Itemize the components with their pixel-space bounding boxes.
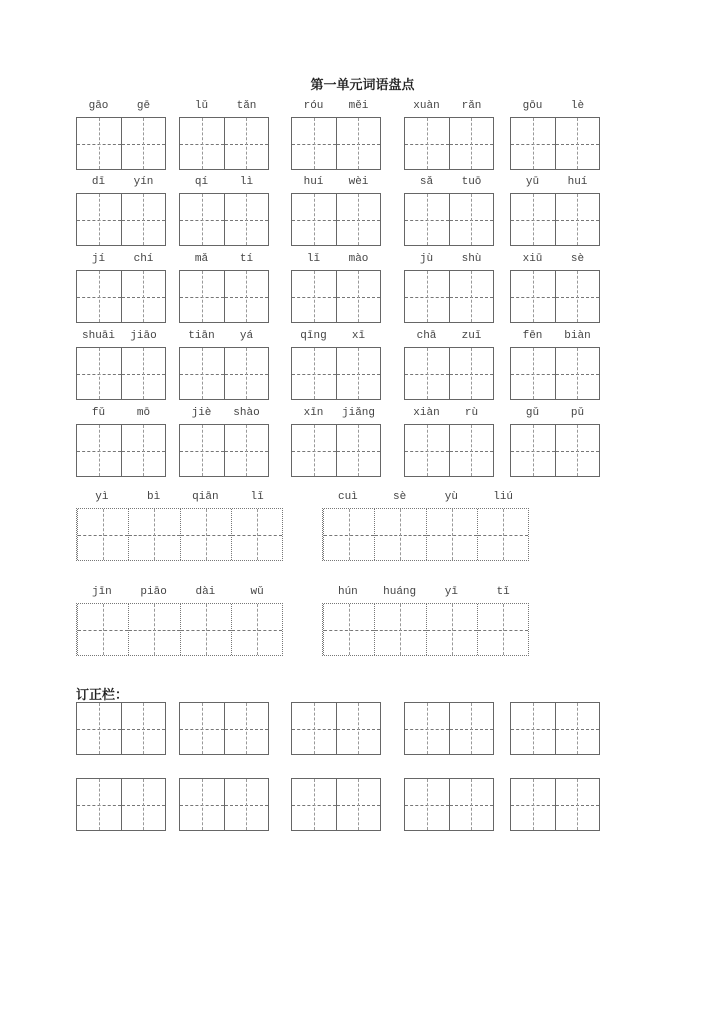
writing-cell[interactable] — [224, 194, 269, 245]
word-box[interactable] — [404, 117, 494, 170]
writing-cell[interactable] — [292, 118, 336, 169]
writing-cell[interactable] — [449, 271, 494, 322]
writing-cell[interactable] — [336, 118, 381, 169]
writing-cell[interactable] — [180, 509, 231, 560]
pinyin-label: rǎn — [461, 100, 482, 112]
writing-cell[interactable] — [77, 425, 121, 476]
writing-cell[interactable] — [180, 703, 224, 754]
pinyin-label: dài — [195, 586, 216, 598]
pinyin-label: jiāo — [130, 330, 157, 342]
word-box[interactable] — [291, 424, 381, 477]
correction-label: 订正栏： — [76, 688, 129, 703]
pinyin-label: biàn — [564, 330, 591, 342]
writing-cell[interactable] — [224, 779, 269, 830]
pinyin-label: cuì — [337, 491, 358, 503]
idiom-box[interactable] — [322, 603, 529, 656]
writing-cell[interactable] — [511, 779, 555, 830]
writing-cell[interactable] — [77, 604, 128, 655]
word-box[interactable] — [510, 117, 600, 170]
writing-cell[interactable] — [426, 509, 477, 560]
pinyin-label: jiè — [191, 407, 212, 419]
pinyin-label: qīng — [300, 330, 327, 342]
word-box[interactable] — [404, 193, 494, 246]
pinyin-label: wèi — [348, 176, 369, 188]
pinyin-label: gōu — [522, 100, 543, 112]
correction-box[interactable] — [179, 778, 269, 831]
word-box[interactable] — [179, 347, 269, 400]
pinyin-label: qiān — [192, 491, 219, 503]
pinyin-label: yù — [444, 491, 458, 503]
writing-cell[interactable] — [77, 703, 121, 754]
writing-cell[interactable] — [180, 118, 224, 169]
writing-cell[interactable] — [224, 271, 269, 322]
word-box[interactable] — [510, 193, 600, 246]
correction-box[interactable] — [510, 702, 600, 755]
word-box[interactable] — [179, 424, 269, 477]
writing-cell[interactable] — [323, 509, 374, 560]
writing-cell[interactable] — [121, 703, 166, 754]
writing-cell[interactable] — [180, 425, 224, 476]
correction-box[interactable] — [404, 778, 494, 831]
word-box[interactable] — [291, 347, 381, 400]
pinyin-label: bì — [147, 491, 161, 503]
pinyin-label: lǐ — [306, 253, 321, 265]
pinyin-label: tǎn — [236, 100, 257, 112]
writing-cell[interactable] — [336, 779, 381, 830]
writing-cell[interactable] — [426, 604, 477, 655]
writing-cell[interactable] — [477, 604, 528, 655]
pinyin-label: chí — [133, 253, 154, 265]
word-box[interactable] — [510, 424, 600, 477]
word-box[interactable] — [76, 193, 166, 246]
writing-cell[interactable] — [336, 194, 381, 245]
pinyin-label: lè — [570, 100, 585, 112]
pinyin-label: gāo — [88, 100, 109, 112]
writing-cell[interactable] — [336, 348, 381, 399]
word-box[interactable] — [291, 270, 381, 323]
writing-cell[interactable] — [511, 271, 555, 322]
pinyin-label: shuāi — [81, 330, 116, 342]
pinyin-label: mǎ — [194, 253, 209, 265]
writing-cell[interactable] — [77, 118, 121, 169]
writing-cell[interactable] — [405, 271, 449, 322]
writing-cell[interactable] — [77, 271, 121, 322]
idiom-box[interactable] — [76, 603, 283, 656]
writing-cell[interactable] — [77, 509, 128, 560]
pinyin-label: chā — [416, 330, 437, 342]
writing-cell[interactable] — [231, 509, 282, 560]
writing-cell[interactable] — [555, 271, 600, 322]
pinyin-label: měi — [348, 100, 369, 112]
writing-cell[interactable] — [292, 194, 336, 245]
correction-box[interactable] — [291, 702, 381, 755]
pinyin-label: gē — [136, 100, 151, 112]
word-box[interactable] — [291, 117, 381, 170]
writing-cell[interactable] — [449, 118, 494, 169]
writing-cell[interactable] — [477, 509, 528, 560]
writing-cell[interactable] — [292, 271, 336, 322]
writing-cell[interactable] — [224, 118, 269, 169]
word-box[interactable] — [510, 270, 600, 323]
writing-cell[interactable] — [511, 703, 555, 754]
correction-box[interactable] — [179, 702, 269, 755]
writing-cell[interactable] — [449, 779, 494, 830]
writing-cell[interactable] — [292, 703, 336, 754]
pinyin-label: jù — [419, 253, 434, 265]
writing-cell[interactable] — [336, 271, 381, 322]
pinyin-label: huí — [567, 176, 588, 188]
writing-cell[interactable] — [449, 703, 494, 754]
writing-cell[interactable] — [555, 118, 600, 169]
pinyin-label: fēn — [522, 330, 543, 342]
pinyin-label: tiān — [188, 330, 215, 342]
pinyin-label: lǐ — [250, 491, 264, 503]
word-box[interactable] — [404, 424, 494, 477]
pinyin-label: xī — [351, 330, 366, 342]
writing-cell[interactable] — [405, 118, 449, 169]
pinyin-label: jīn — [91, 586, 112, 598]
writing-cell[interactable] — [449, 425, 494, 476]
writing-cell[interactable] — [180, 271, 224, 322]
pinyin-label: shù — [461, 253, 482, 265]
writing-cell[interactable] — [555, 348, 600, 399]
correction-box[interactable] — [404, 702, 494, 755]
writing-cell[interactable] — [180, 779, 224, 830]
pinyin-label: fǔ — [91, 407, 106, 419]
writing-cell[interactable] — [511, 348, 555, 399]
pinyin-label: sǎ — [419, 176, 434, 188]
writing-cell[interactable] — [405, 425, 449, 476]
pinyin-label: sè — [393, 491, 407, 503]
writing-cell[interactable] — [405, 703, 449, 754]
word-box[interactable] — [76, 347, 166, 400]
pinyin-label: hún — [337, 586, 358, 598]
pinyin-label: yì — [95, 491, 109, 503]
word-box[interactable] — [179, 193, 269, 246]
pinyin-label: huáng — [383, 586, 417, 598]
writing-cell[interactable] — [121, 194, 166, 245]
writing-cell[interactable] — [128, 509, 179, 560]
writing-cell[interactable] — [405, 194, 449, 245]
writing-cell[interactable] — [224, 348, 269, 399]
word-box[interactable] — [510, 347, 600, 400]
writing-cell[interactable] — [292, 425, 336, 476]
writing-cell[interactable] — [121, 348, 166, 399]
writing-cell[interactable] — [336, 703, 381, 754]
pinyin-label: xīn — [303, 407, 324, 419]
writing-cell[interactable] — [323, 604, 374, 655]
writing-cell[interactable] — [336, 425, 381, 476]
correction-box[interactable] — [291, 778, 381, 831]
writing-cell[interactable] — [128, 604, 179, 655]
pinyin-label: yá — [239, 330, 254, 342]
writing-cell[interactable] — [77, 779, 121, 830]
pinyin-label: xiū — [522, 253, 543, 265]
writing-cell[interactable] — [374, 509, 425, 560]
writing-cell[interactable] — [555, 194, 600, 245]
writing-cell[interactable] — [374, 604, 425, 655]
writing-cell[interactable] — [555, 779, 600, 830]
pinyin-label: lì — [239, 176, 254, 188]
word-box[interactable] — [76, 424, 166, 477]
pinyin-label: yī — [444, 586, 458, 598]
writing-cell[interactable] — [292, 348, 336, 399]
writing-cell[interactable] — [511, 118, 555, 169]
pinyin-label: tǐ — [496, 586, 510, 598]
pinyin-label: wǔ — [250, 586, 264, 598]
pinyin-label: tuō — [461, 176, 482, 188]
writing-cell[interactable] — [511, 425, 555, 476]
writing-cell[interactable] — [121, 271, 166, 322]
writing-cell[interactable] — [180, 194, 224, 245]
pinyin-label: zuǐ — [461, 330, 482, 342]
writing-cell[interactable] — [405, 348, 449, 399]
writing-cell[interactable] — [77, 194, 121, 245]
pinyin-label: jiǎng — [341, 407, 376, 419]
pinyin-label: pǔ — [570, 407, 585, 419]
word-box[interactable] — [179, 270, 269, 323]
writing-cell[interactable] — [180, 604, 231, 655]
writing-cell[interactable] — [292, 779, 336, 830]
word-box[interactable] — [179, 117, 269, 170]
writing-cell[interactable] — [77, 348, 121, 399]
writing-cell[interactable] — [449, 348, 494, 399]
page-title: 第一单元词语盘点 — [310, 78, 415, 93]
writing-cell[interactable] — [121, 779, 166, 830]
pinyin-label: mào — [348, 253, 369, 265]
writing-cell[interactable] — [231, 604, 282, 655]
word-box[interactable] — [291, 193, 381, 246]
pinyin-label: yū — [525, 176, 540, 188]
correction-box[interactable] — [76, 778, 166, 831]
pinyin-label: róu — [303, 100, 324, 112]
pinyin-label: dī — [91, 176, 106, 188]
writing-cell[interactable] — [121, 118, 166, 169]
writing-cell[interactable] — [555, 703, 600, 754]
pinyin-label: yín — [133, 176, 154, 188]
pinyin-label: xiàn — [413, 407, 440, 419]
pinyin-label: shào — [233, 407, 260, 419]
word-box[interactable] — [76, 117, 166, 170]
writing-cell[interactable] — [405, 779, 449, 830]
writing-cell[interactable] — [511, 194, 555, 245]
pinyin-label: mō — [136, 407, 151, 419]
pinyin-label: qí — [194, 176, 209, 188]
word-box[interactable] — [404, 270, 494, 323]
pinyin-label: sè — [570, 253, 585, 265]
pinyin-label: liú — [493, 491, 514, 503]
pinyin-label: jí — [91, 253, 106, 265]
pinyin-label: lǔ — [194, 100, 209, 112]
pinyin-label: xuàn — [413, 100, 440, 112]
pinyin-label: huí — [303, 176, 324, 188]
pinyin-label: tí — [239, 253, 254, 265]
writing-cell[interactable] — [224, 425, 269, 476]
correction-box[interactable] — [510, 778, 600, 831]
word-box[interactable] — [76, 270, 166, 323]
idiom-box[interactable] — [322, 508, 529, 561]
writing-cell[interactable] — [555, 425, 600, 476]
writing-cell[interactable] — [449, 194, 494, 245]
pinyin-label: rù — [464, 407, 479, 419]
pinyin-label: gǔ — [525, 407, 540, 419]
word-box[interactable] — [404, 347, 494, 400]
idiom-box[interactable] — [76, 508, 283, 561]
writing-cell[interactable] — [180, 348, 224, 399]
writing-cell[interactable] — [224, 703, 269, 754]
writing-cell[interactable] — [121, 425, 166, 476]
pinyin-label: piāo — [140, 586, 167, 598]
correction-box[interactable] — [76, 702, 166, 755]
